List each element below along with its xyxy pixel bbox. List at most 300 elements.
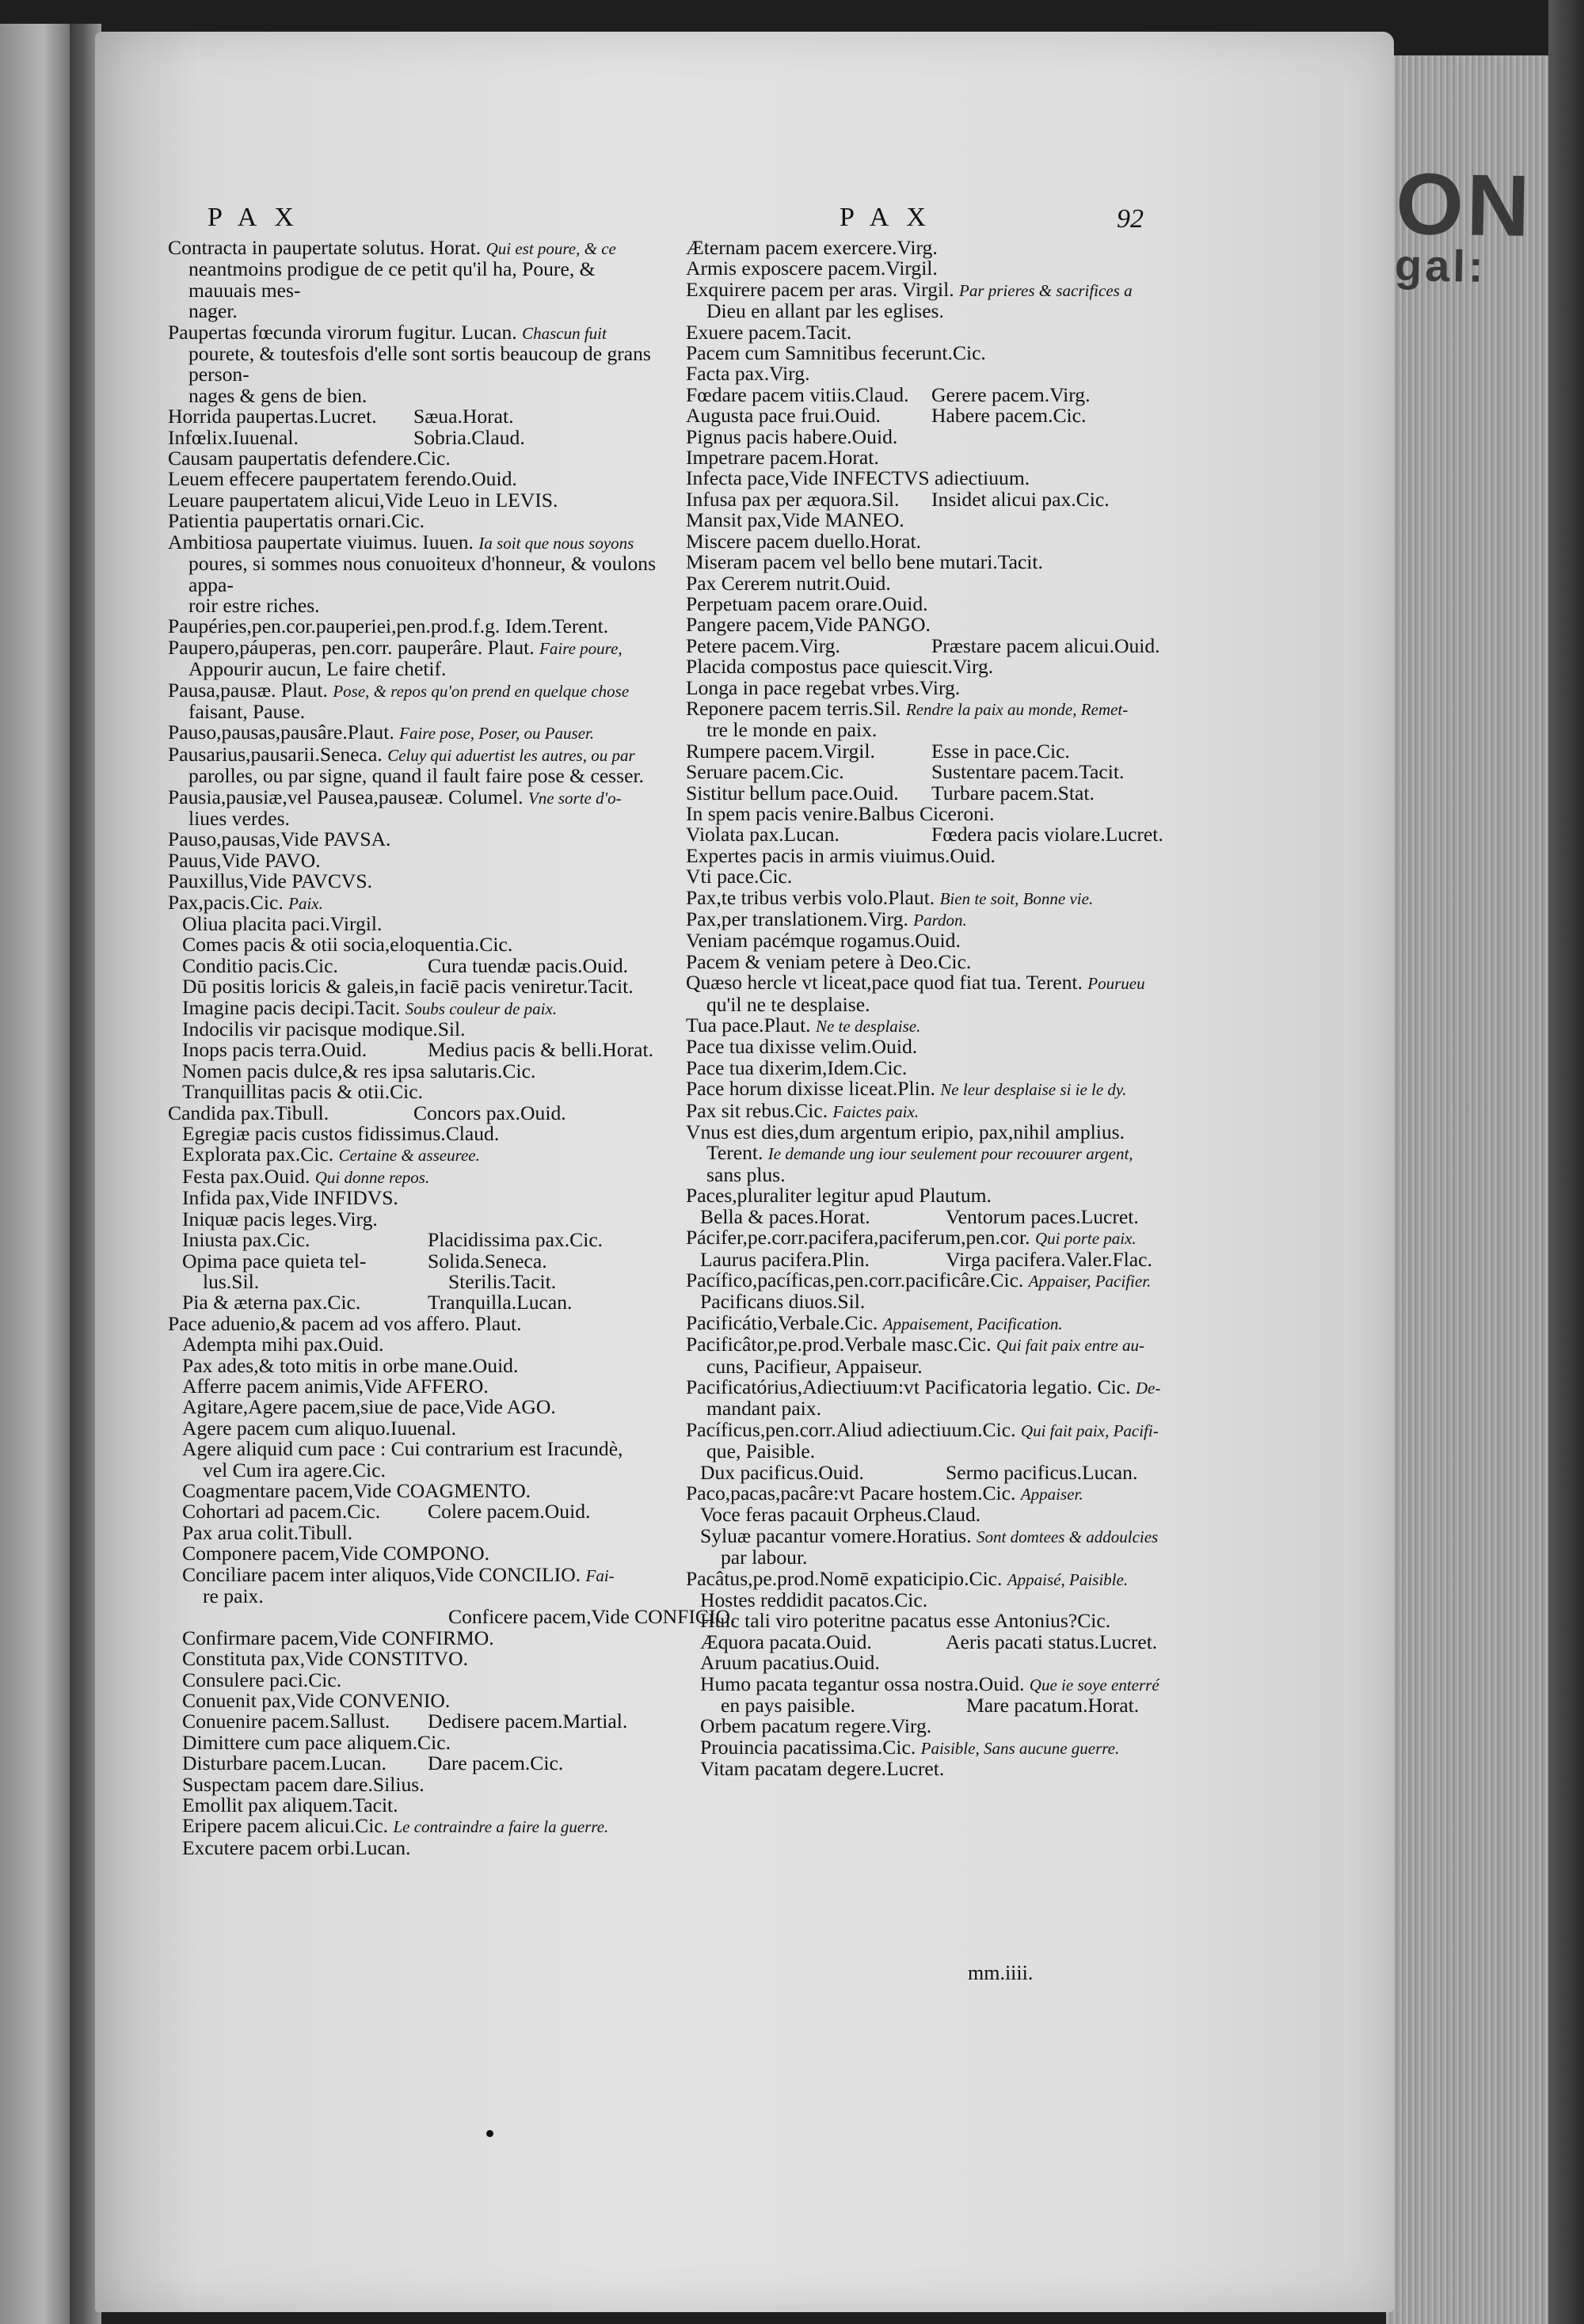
dictionary-line	[686, 1162, 1167, 1186]
latin-text: Expertes pacis in armis viuimus.Ouid.	[686, 843, 996, 867]
dictionary-line	[168, 1251, 667, 1272]
paired-entry	[946, 1462, 1191, 1483]
latin-text: Quæso hercle vt liceat,pace quod fiat tua. Terent.	[686, 971, 1088, 995]
paired-entry	[686, 633, 931, 657]
dictionary-line	[168, 1269, 667, 1293]
dictionary-line	[686, 1098, 1167, 1122]
latin-text: faisant, Pause.	[188, 699, 306, 723]
dictionary-line	[168, 1376, 667, 1397]
latin-text: Pacem & veniam petere à Deo.Cic.	[686, 949, 972, 973]
latin-text: nages & gens de bien.	[188, 383, 367, 407]
dictionary-line	[686, 824, 1167, 845]
latin-text: Humo pacata tegantur ossa nostra.Ouid.	[700, 1672, 1030, 1695]
dictionary-line	[168, 680, 667, 702]
french-gloss: Faictes paix.	[832, 1101, 920, 1121]
latin-text: Pácifer,pe.corr.pacifera,paciferum,pen.cor.	[686, 1226, 1035, 1249]
latin-text: Mare pacatum.Horat.	[966, 1694, 1140, 1717]
dictionary-line	[168, 406, 667, 427]
latin-text: Sæua.Horat.	[413, 405, 514, 428]
latin-text: Explorata pax.Cic.	[182, 1143, 339, 1166]
paired-entry	[686, 382, 931, 406]
paired-entry	[168, 1103, 413, 1124]
paired-entry	[946, 1249, 1191, 1270]
dictionary-line	[686, 762, 1167, 782]
latin-text: nager.	[188, 299, 238, 323]
dictionary-line	[686, 1504, 1167, 1525]
latin-text: Conuenire pacem.Sallust.	[182, 1710, 390, 1733]
paired-entry	[203, 1607, 448, 1627]
dictionary-line	[168, 699, 667, 723]
latin-text: roir estre riches.	[188, 593, 320, 617]
paired-entry	[428, 1040, 673, 1060]
french-gloss: Appaiser.	[1020, 1484, 1083, 1504]
dictionary-line	[686, 343, 1167, 363]
latin-text: Conciliare pacem inter aliquos,Vide CONCILIO.	[182, 1562, 586, 1586]
french-gloss: Sont domtees & addoulcies	[977, 1527, 1159, 1546]
french-gloss: Pose, & repos qu'on prend en quelque chose	[333, 681, 630, 701]
dictionary-line	[168, 1730, 667, 1754]
latin-text: Pacífico,pacíficas,pen.corr.pacificâre.Cic.	[686, 1268, 1029, 1291]
latin-text: Virga pacifera.Valer.Flac.	[946, 1247, 1152, 1271]
dictionary-line	[168, 1061, 667, 1082]
latin-text: Pax,pacis.Cic.	[168, 890, 289, 914]
paired-entry	[931, 489, 1177, 510]
paired-entry	[686, 741, 931, 762]
dictionary-line	[168, 383, 667, 407]
dictionary-line	[168, 892, 667, 914]
latin-text: Exquirere pacem per aras. Virgil.	[686, 277, 960, 301]
french-gloss: Bien te soit, Bonne vie.	[939, 888, 1094, 908]
latin-text: Egregiæ pacis custos fidissimus.Claud.	[182, 1122, 500, 1146]
paired-entry	[182, 1711, 428, 1732]
dictionary-line	[686, 1270, 1167, 1291]
latin-text: Facta pax.Virg.	[686, 362, 810, 386]
latin-text: Pauus,Vide PAVO.	[168, 848, 321, 872]
dictionary-line	[686, 1695, 1167, 1716]
latin-text: Miscere pacem duello.Horat.	[686, 529, 922, 553]
latin-text: Pausarius,pausarii.Seneca.	[168, 742, 388, 766]
latin-text: Constituta pax,Vide CONSTITVO.	[182, 1647, 469, 1671]
dictionary-line	[168, 490, 667, 511]
latin-text: Pax arua colit.Tibull.	[182, 1520, 353, 1544]
dictionary-line	[686, 633, 1167, 657]
dictionary-line	[168, 1835, 667, 1859]
latin-text: Agitare,Agere pacem,siue de pace,Vide AGO.	[182, 1395, 556, 1419]
paired-entry	[168, 406, 413, 427]
latin-text: Armis exposcere pacem.Virgil.	[686, 257, 938, 280]
latin-text: Placida compostus pace quiescit.Virg.	[686, 655, 994, 679]
dictionary-line	[686, 1377, 1167, 1398]
latin-text: Pacâtus,pe.prod.Nomē expaticipio.Cic.	[686, 1566, 1007, 1590]
latin-text: Pace horum dixisse liceat.Plin.	[686, 1077, 941, 1101]
paired-entry	[413, 425, 659, 449]
paired-entry	[448, 1269, 694, 1293]
dictionary-line	[686, 1566, 1167, 1590]
latin-text: Aeris pacati status.Lucret.	[946, 1630, 1158, 1653]
latin-text: Præstare pacem alicui.Ouid.	[931, 633, 1160, 657]
latin-text: Eripere pacem alicui.Cic.	[182, 1814, 394, 1838]
paired-entry	[700, 1462, 946, 1483]
latin-text: qu'il ne te desplaise.	[706, 992, 870, 1016]
latin-text: Dū positis loricis & galeis,in faciē pacis veniretur.Tacit.	[182, 975, 634, 998]
paired-entry	[931, 405, 1177, 426]
latin-text: Pace tua dixisse velim.Ouid.	[686, 1035, 918, 1059]
latin-text: Prouincia pacatissima.Cic.	[700, 1735, 921, 1759]
latin-text: Vti pace.Cic.	[686, 865, 793, 888]
dictionary-line	[168, 1040, 667, 1060]
dictionary-line	[168, 595, 667, 616]
dictionary-line	[686, 949, 1167, 973]
latin-text: Indocilis vir pacisque modique.Sil.	[182, 1017, 466, 1041]
latin-text: Impetrare pacem.Horat.	[686, 446, 879, 470]
right-text-column	[686, 238, 1167, 1780]
dictionary-line	[168, 1019, 667, 1040]
dictionary-line	[686, 1547, 1167, 1568]
latin-text: liues verdes.	[188, 806, 290, 830]
dictionary-line	[686, 301, 1167, 321]
running-head-right: PAX	[840, 203, 943, 232]
latin-text: Imagine pacis decipi.Tacit.	[182, 995, 406, 1019]
latin-text: Pacificátio,Verbale.Cic.	[686, 1310, 883, 1334]
latin-text: Disturbare pacem.Lucan.	[182, 1752, 386, 1775]
latin-text: Voce feras pacauit Orpheus.Claud.	[700, 1503, 981, 1527]
paired-entry	[721, 1695, 966, 1716]
latin-text: Pauso,pausas,Vide PAVSA.	[168, 827, 391, 851]
latin-text: parolles, ou par signe, quand il fault faire pose & cesser.	[188, 764, 644, 788]
latin-text: Pax Cererem nutrit.Ouid.	[686, 571, 891, 595]
dictionary-line	[686, 468, 1167, 489]
dictionary-line	[168, 1795, 667, 1816]
dictionary-line	[168, 1460, 667, 1481]
shelf-label-line1: ON	[1395, 154, 1534, 255]
dictionary-line	[686, 1122, 1167, 1143]
dictionary-line	[168, 1103, 667, 1124]
latin-text: Paces,pluraliter legitur apud Plautum.	[686, 1184, 992, 1208]
latin-text: Petere pacem.Virg.	[686, 633, 840, 657]
latin-text: Confirmare pacem,Vide CONFIRMO.	[182, 1626, 494, 1649]
dictionary-line	[168, 469, 667, 489]
dictionary-line	[686, 930, 1167, 951]
paired-entry	[686, 405, 931, 426]
latin-text: Fœdera pacis violare.Lucret.	[931, 823, 1163, 846]
paired-entry	[931, 824, 1177, 845]
latin-text: Pauxillus,Vide PAVCVS.	[168, 869, 373, 893]
latin-text: Concors pax.Ouid.	[413, 1101, 566, 1124]
french-gloss: Que ie soye enterré	[1029, 1675, 1159, 1695]
dictionary-line	[168, 1691, 667, 1711]
latin-text: Pignus pacis habere.Ouid.	[686, 424, 898, 448]
dictionary-line	[686, 614, 1167, 635]
latin-text: Dux pacificus.Ouid.	[700, 1460, 864, 1484]
dictionary-line	[168, 425, 667, 449]
dictionary-line	[168, 1188, 667, 1208]
latin-text: Infusa pax per æquora.Sil.	[686, 487, 900, 511]
dictionary-line	[168, 934, 667, 955]
shelf-label	[1394, 154, 1584, 291]
french-gloss: Soubs couleur de paix.	[405, 998, 558, 1018]
dictionary-line	[686, 1249, 1167, 1270]
latin-text: Vnus est dies,dum argentum eripio, pax,nihil amplius.	[686, 1120, 1125, 1144]
paired-entry	[686, 762, 931, 782]
latin-text: Dare pacem.Cic.	[428, 1752, 564, 1775]
dictionary-line	[686, 992, 1167, 1016]
dictionary-line	[168, 1397, 667, 1417]
paired-entry	[413, 1103, 659, 1124]
dictionary-line	[686, 258, 1167, 279]
latin-text: Esse in pace.Cic.	[931, 739, 1070, 763]
latin-text: Huic tali viro poteritne pacatus esse Antonius?Cic.	[700, 1609, 1111, 1633]
paired-entry	[428, 1230, 673, 1250]
latin-text: Pausia,pausiæ,vel Pausea,pauseæ. Columel.	[168, 785, 528, 808]
dictionary-line	[686, 866, 1167, 887]
paired-entry	[931, 741, 1177, 762]
french-gloss: Qui est poure, & ce	[485, 239, 616, 258]
latin-text: Medius pacis & belli.Horat.	[428, 1038, 654, 1062]
latin-text: Infecta pace,Vide INFECTVS adiectiuum.	[686, 466, 1030, 490]
french-gloss: Le contraindre a faire la guerre.	[393, 1817, 609, 1837]
dictionary-line	[168, 238, 667, 259]
shelf-label-line2: gal:	[1394, 239, 1487, 291]
latin-text: Conditio pacis.Cic.	[182, 953, 338, 977]
dictionary-line	[168, 722, 667, 744]
running-head-left: PAX	[208, 203, 311, 232]
dictionary-line	[686, 322, 1167, 343]
dictionary-line	[686, 1291, 1167, 1312]
latin-text: Pia & æterna pax.Cic.	[182, 1291, 361, 1314]
paired-entry	[700, 1249, 946, 1270]
latin-text: mandant paix.	[706, 1397, 821, 1421]
latin-text: Festa pax.Ouid.	[182, 1164, 315, 1188]
french-gloss: Paisible, Sans aucune guerre.	[920, 1738, 1120, 1758]
latin-text: Gerere pacem.Virg.	[931, 382, 1091, 406]
latin-text: sans plus.	[706, 1162, 786, 1186]
dictionary-line	[686, 1590, 1167, 1611]
dictionary-line	[686, 1523, 1167, 1547]
french-gloss: Qui donne repos.	[314, 1167, 430, 1187]
signature-mark: mm.iiii.	[968, 1961, 1034, 1984]
dictionary-line	[168, 850, 667, 871]
dictionary-line	[168, 1774, 667, 1795]
dictionary-line	[168, 1520, 667, 1544]
dictionary-line	[686, 698, 1167, 720]
dictionary-line	[686, 510, 1167, 531]
dictionary-line	[168, 976, 667, 997]
latin-text: Pace tua dixerim,Idem.Cic.	[686, 1055, 908, 1079]
dictionary-line	[168, 532, 667, 553]
latin-text: Mansit pax,Vide MANEO.	[686, 508, 904, 532]
latin-text: Pax sit rebus.Cic.	[686, 1098, 833, 1122]
latin-text: Paupertas fœcunda virorum fugitur. Lucan.	[168, 320, 523, 344]
dictionary-line	[686, 1204, 1167, 1228]
latin-text: Dieu en allant par les eglises.	[706, 299, 944, 323]
french-gloss: Ia soit que nous soyons	[478, 533, 634, 553]
paired-entry	[686, 489, 931, 510]
dictionary-line	[686, 277, 1167, 301]
dictionary-line	[168, 1144, 667, 1166]
latin-text: Infœlix.Iuuenal.	[168, 425, 299, 449]
paired-entry	[966, 1695, 1212, 1716]
dictionary-line	[168, 1124, 667, 1144]
latin-text: Sermo pacificus.Lucan.	[946, 1460, 1138, 1484]
paired-entry	[931, 633, 1177, 657]
paired-entry	[428, 1292, 673, 1313]
dictionary-line	[168, 659, 667, 679]
dictionary-line	[686, 238, 1167, 258]
left-page-edge	[0, 24, 73, 2324]
latin-text: Placidissima pax.Cic.	[428, 1228, 604, 1252]
latin-text: par labour.	[721, 1546, 808, 1569]
dictionary-line	[168, 301, 667, 321]
dictionary-line	[686, 1227, 1167, 1249]
latin-text: Horrida paupertas.Lucret.	[168, 405, 377, 428]
latin-text: Augusta pace frui.Ouid.	[686, 404, 881, 428]
dictionary-line	[686, 656, 1167, 677]
latin-text: Iniquæ pacis leges.Virg.	[182, 1207, 378, 1230]
dictionary-line	[168, 1753, 667, 1774]
dictionary-line	[686, 675, 1167, 699]
paired-entry	[428, 953, 673, 977]
dictionary-line	[168, 744, 667, 766]
paired-entry	[448, 1605, 736, 1629]
latin-text: Turbare pacem.Stat.	[931, 781, 1095, 804]
dictionary-line	[686, 1674, 1167, 1695]
dictionary-line	[686, 801, 1167, 825]
dictionary-line	[168, 871, 667, 892]
dictionary-line	[686, 1015, 1167, 1036]
latin-text: Dimittere cum pace aliquem.Cic.	[182, 1730, 451, 1754]
latin-text: Laurus pacifera.Plin.	[700, 1247, 870, 1271]
dictionary-line	[168, 1082, 667, 1102]
dictionary-line	[686, 405, 1167, 426]
latin-text: Seruare pacem.Cic.	[686, 760, 844, 784]
latin-text: que, Paisible.	[706, 1440, 816, 1463]
latin-text: Pacificatórius,Adiectiuum:vt Pacificatoria legatio. Cic.	[686, 1375, 1136, 1398]
latin-text: Causam paupertatis defendere.Cic.	[168, 447, 451, 470]
paired-entry	[686, 824, 931, 845]
dictionary-line	[686, 552, 1167, 572]
dictionary-line	[168, 1230, 667, 1250]
dictionary-line	[686, 1611, 1167, 1631]
latin-text: Sobria.Claud.	[413, 425, 525, 449]
latin-text: Veniam pacémque rogamus.Ouid.	[686, 929, 961, 953]
dictionary-line	[686, 1417, 1167, 1441]
dictionary-line	[686, 1759, 1167, 1779]
latin-text: re paix.	[203, 1584, 264, 1607]
dictionary-line	[168, 787, 667, 808]
french-gloss: Appaiser, Pacifier.	[1028, 1271, 1152, 1291]
paired-entry	[931, 382, 1177, 406]
latin-text: Comes pacis & otii socia,eloquentia.Cic.	[182, 933, 513, 957]
left-text-column	[168, 236, 736, 1859]
latin-text: Pacificans diuos.Sil.	[700, 1290, 866, 1314]
latin-text: Perpetuam pacem orare.Ouid.	[686, 591, 928, 615]
french-gloss: Paix.	[288, 893, 323, 913]
dictionary-line	[168, 259, 667, 301]
french-gloss: Chascun fuit	[522, 323, 607, 343]
latin-text: Bella & paces.Horat.	[700, 1204, 870, 1228]
folio-number: 92	[1117, 204, 1144, 234]
dictionary-line	[168, 995, 667, 1019]
latin-text: Paco,pacas,pacâre:vt Pacare hostem.Cic.	[686, 1481, 1021, 1504]
latin-text: Dedisere pacem.Martial.	[428, 1710, 628, 1733]
french-gloss: Pardon.	[913, 911, 967, 930]
latin-text: Tranquillitas pacis & otii.Cic.	[182, 1080, 424, 1104]
ink-dot	[486, 2130, 493, 2137]
latin-text: Pangere pacem,Vide PANGO.	[686, 613, 931, 637]
latin-text: Colere pacem.Ouid.	[428, 1500, 591, 1523]
dictionary-line	[686, 447, 1167, 468]
latin-text: Aruum pacatius.Ouid.	[700, 1651, 880, 1675]
paired-entry	[428, 1753, 673, 1774]
latin-text: Sterilis.Tacit.	[448, 1269, 557, 1293]
latin-text: Paupero,páuperas, pen.corr. pauperâre. Plaut.	[168, 635, 540, 659]
dictionary-line	[168, 1605, 736, 1629]
latin-text: Candida pax.Tibull.	[168, 1101, 329, 1124]
dictionary-line	[686, 382, 1167, 406]
dictionary-line	[168, 1311, 667, 1335]
latin-text: Terent.	[706, 1141, 768, 1165]
dictionary-line	[686, 1462, 1167, 1483]
dictionary-line	[686, 1143, 1167, 1164]
dictionary-line	[168, 1562, 667, 1586]
dictionary-line	[168, 1501, 667, 1522]
latin-text: Conuenit pax,Vide CONVENIO.	[182, 1689, 451, 1713]
latin-text: en pays paisible.	[721, 1694, 855, 1717]
dictionary-line	[168, 448, 667, 469]
latin-text: Violata pax.Lucan.	[686, 823, 840, 846]
latin-text: Suspectam pacem dare.Silius.	[182, 1772, 425, 1796]
paired-entry	[931, 762, 1177, 782]
paired-entry	[686, 783, 931, 804]
latin-text: Coagmentare pacem,Vide COAGMENTO.	[182, 1478, 531, 1502]
latin-text: Orbem pacatum regere.Virg.	[700, 1714, 932, 1738]
french-gloss: Fai-	[585, 1565, 615, 1585]
paired-entry	[182, 1501, 428, 1522]
latin-text: Patientia paupertatis ornari.Cic.	[168, 509, 425, 533]
paired-entry	[182, 1230, 428, 1250]
dictionary-line	[686, 885, 1167, 909]
dictionary-line	[686, 424, 1167, 448]
dictionary-line	[168, 1649, 667, 1669]
dictionary-line	[168, 1816, 667, 1837]
latin-text: Pacificâtor,pe.prod.Verbale masc.Cic.	[686, 1333, 996, 1356]
dictionary-line	[686, 1185, 1167, 1206]
paired-entry	[700, 1632, 946, 1653]
french-gloss: Rendre la paix au monde, Remet-	[905, 699, 1129, 719]
paired-entry	[700, 1204, 946, 1228]
dictionary-line	[168, 1292, 667, 1313]
latin-text: Agere pacem cum aliquo.Iuuenal.	[182, 1416, 457, 1440]
dictionary-line	[168, 1670, 667, 1691]
latin-text: Habere pacem.Cic.	[931, 404, 1087, 428]
paired-entry	[182, 1040, 428, 1060]
latin-text: Nomen pacis dulce,& res ipsa salutaris.Cic.	[182, 1059, 536, 1082]
latin-text: Miseram pacem vel bello bene mutari.Tacit.	[686, 550, 1043, 574]
dictionary-line	[168, 322, 667, 344]
latin-text: Tranquilla.Lucan.	[428, 1291, 573, 1314]
latin-text: Infida pax,Vide INFIDVS.	[182, 1186, 398, 1210]
dictionary-line	[168, 829, 667, 850]
latin-text: Pauso,pausas,pausâre.Plaut.	[168, 721, 400, 744]
french-gloss: Pourueu	[1087, 974, 1145, 994]
latin-text: neantmoins prodigue de ce petit qu'il ha, Poure, & mauuais mes-	[188, 257, 600, 302]
latin-text: Solida.Seneca.	[428, 1249, 547, 1272]
dictionary-line	[686, 591, 1167, 615]
dictionary-line	[168, 766, 667, 786]
dictionary-line	[686, 1055, 1167, 1079]
dictionary-line	[168, 616, 667, 637]
paired-entry	[946, 1204, 1191, 1228]
